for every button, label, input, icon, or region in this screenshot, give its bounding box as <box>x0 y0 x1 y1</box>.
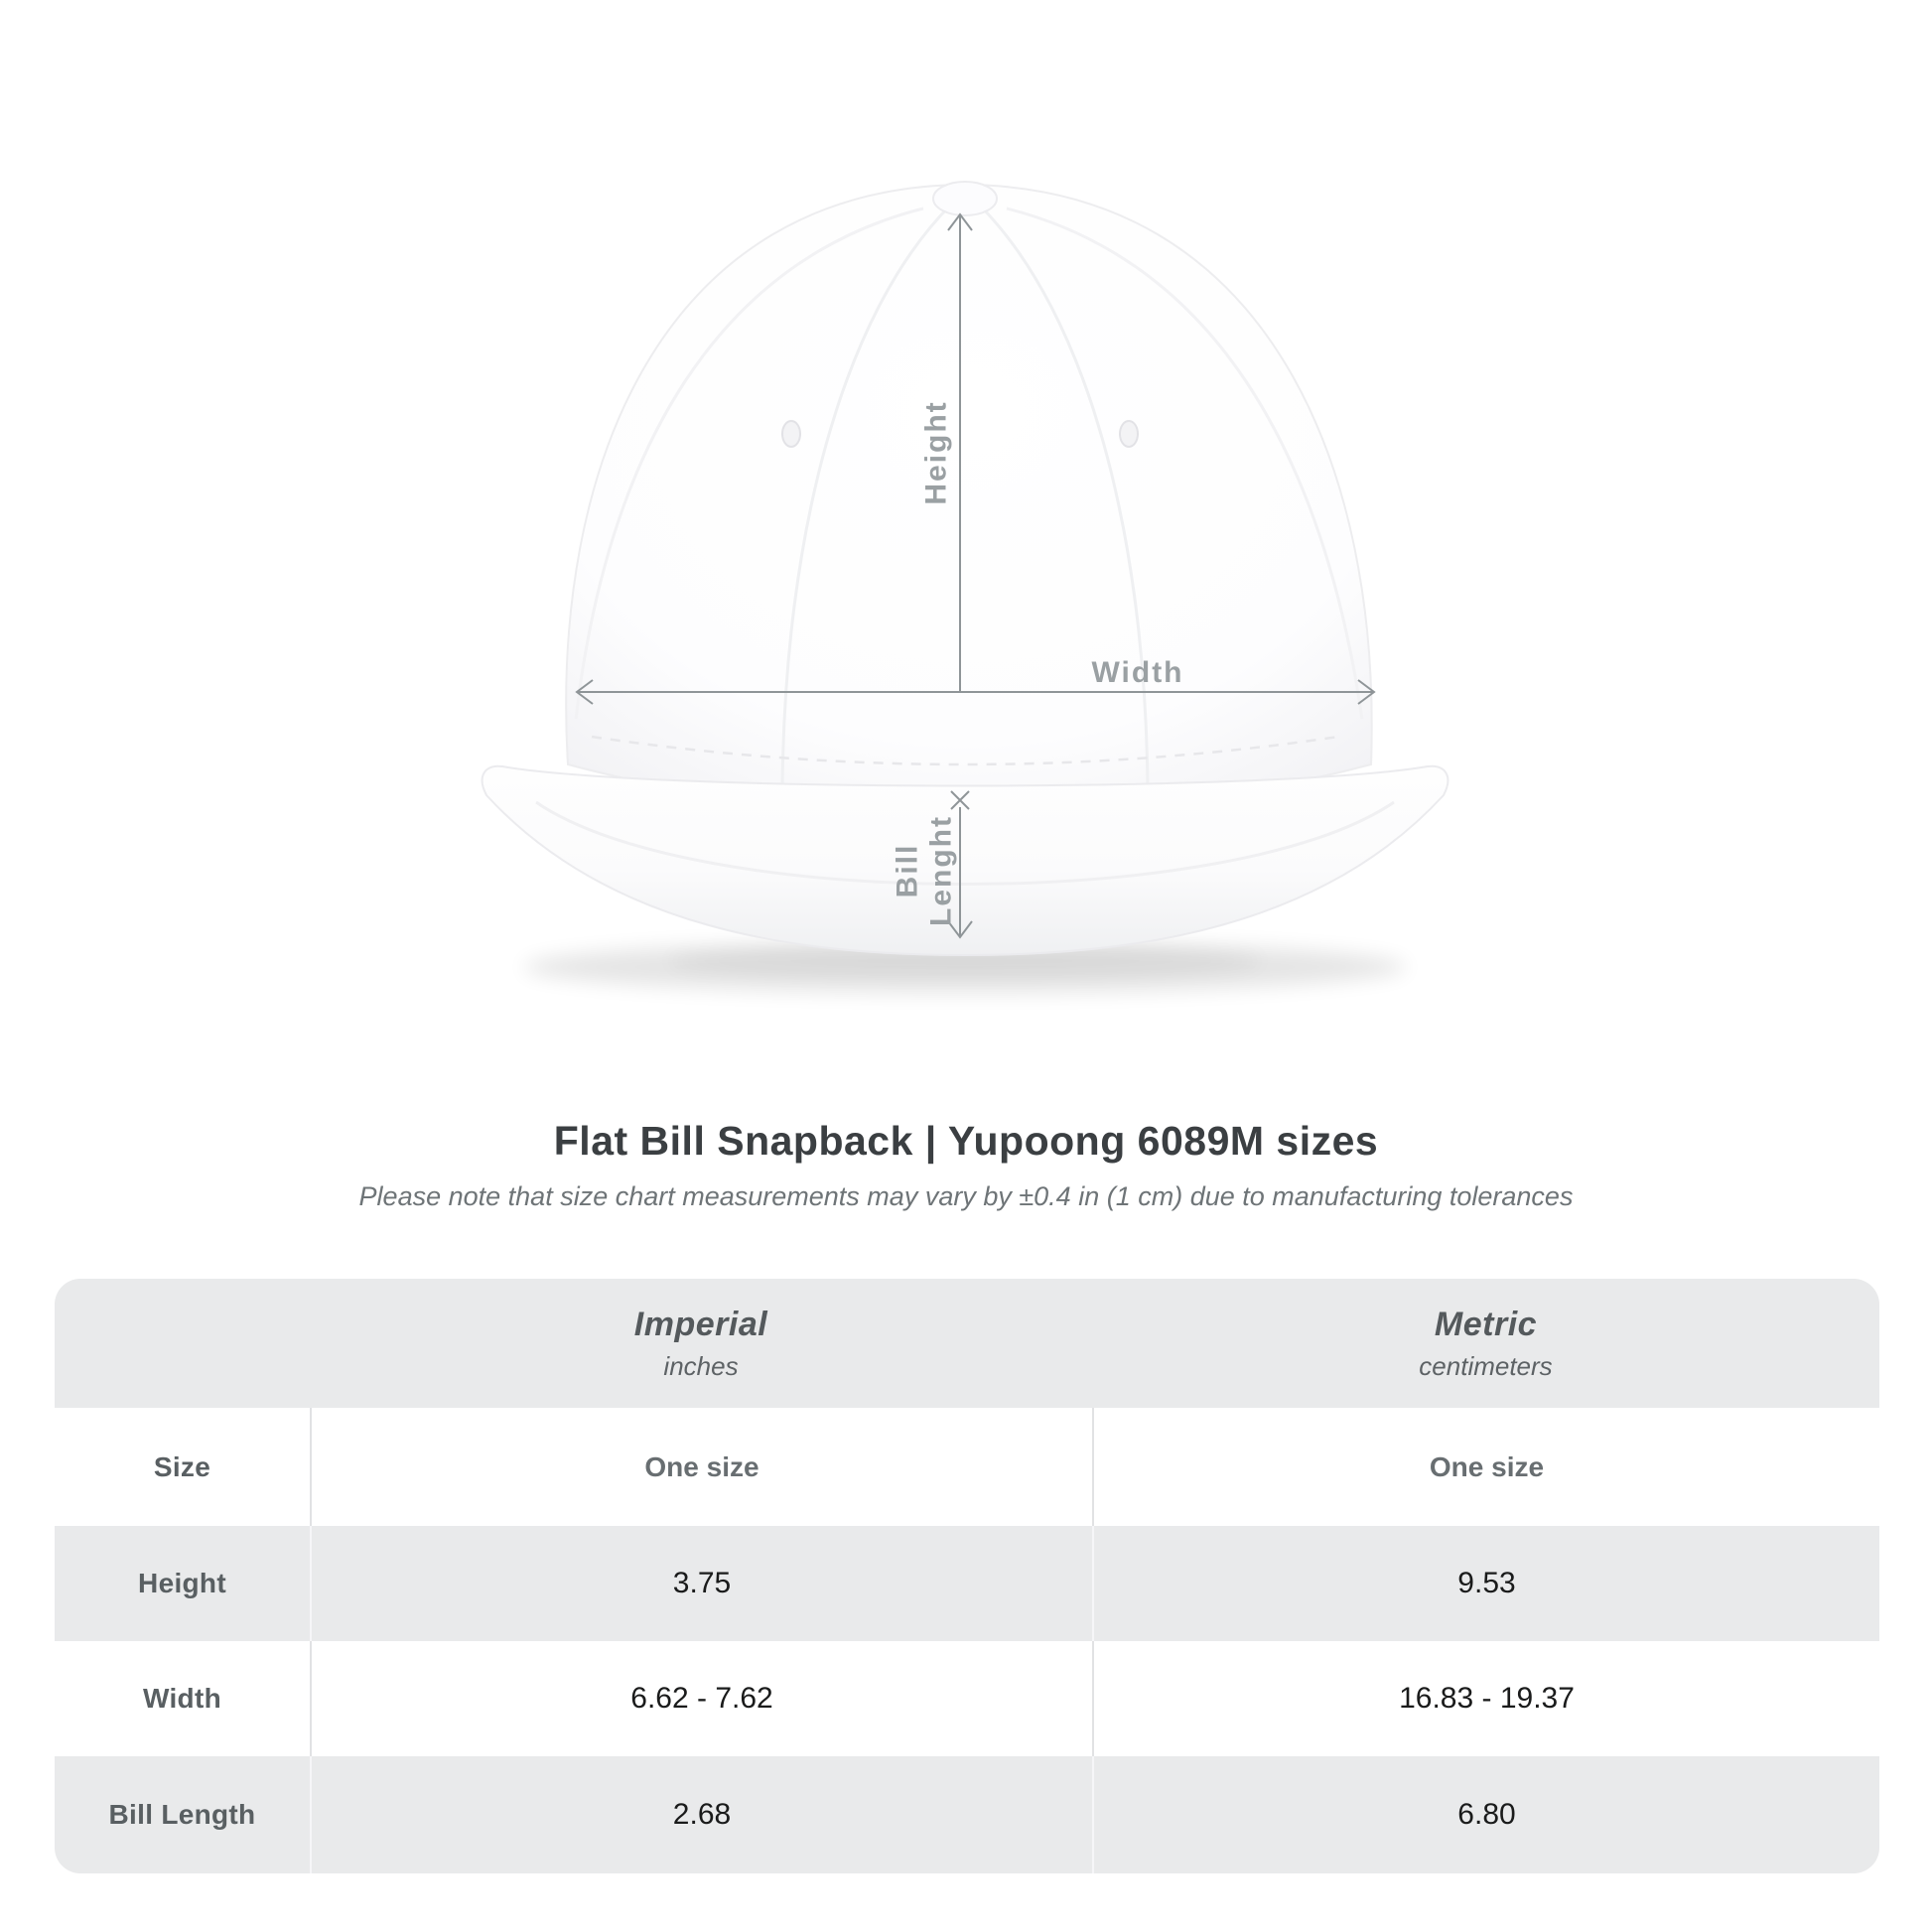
row-label: Height <box>138 1568 226 1598</box>
eyelet-left <box>782 421 800 447</box>
row-label: Width <box>143 1683 221 1714</box>
imperial-column-title: Imperial <box>633 1305 768 1343</box>
page-title: Flat Bill Snapback | Yupoong 6089M sizes <box>553 1118 1379 1164</box>
header-spacer-cell <box>55 1279 310 1408</box>
height-imperial-value: 3.75 <box>310 1526 1092 1641</box>
imperial-column-unit: inches <box>663 1350 739 1381</box>
size-table <box>55 1279 1879 1873</box>
table-row-width <box>55 1641 1879 1756</box>
page-subtitle: Please note that size chart measurements may vary by ±0.4 in (1 cm) due to manufacturing tolerances <box>358 1181 1574 1211</box>
size-metric-value: One size <box>1092 1408 1879 1526</box>
header-imperial-cell <box>310 1279 1092 1408</box>
row-label: Bill Length <box>108 1799 256 1830</box>
table-row-height <box>55 1526 1879 1641</box>
bill-length-dimension-label-line1: Bill <box>891 843 924 898</box>
width-dimension-label: Width <box>1091 656 1184 689</box>
bill-length-metric-value: 6.80 <box>1092 1756 1879 1873</box>
height-dimension-label: Height <box>919 400 953 505</box>
top-button <box>933 182 997 215</box>
row-label: Size <box>153 1450 211 1482</box>
hat-crown <box>566 182 1372 812</box>
bill-length-imperial-value: 2.68 <box>310 1756 1092 1873</box>
table-row-size <box>55 1408 1879 1526</box>
width-metric-value: 16.83 - 19.37 <box>1092 1641 1879 1756</box>
size-table-header <box>55 1279 1879 1408</box>
bill-length-dimension-label-line2: Lenght <box>924 815 958 926</box>
header-metric-cell <box>1092 1279 1879 1408</box>
table-row-bill-length <box>55 1756 1879 1873</box>
metric-column-title: Metric <box>1434 1305 1538 1343</box>
width-imperial-value: 6.62 - 7.62 <box>310 1641 1092 1756</box>
height-metric-value: 9.53 <box>1092 1526 1879 1641</box>
eyelet-right <box>1120 421 1138 447</box>
size-imperial-value: One size <box>310 1408 1092 1526</box>
metric-column-unit: centimeters <box>1419 1350 1553 1381</box>
